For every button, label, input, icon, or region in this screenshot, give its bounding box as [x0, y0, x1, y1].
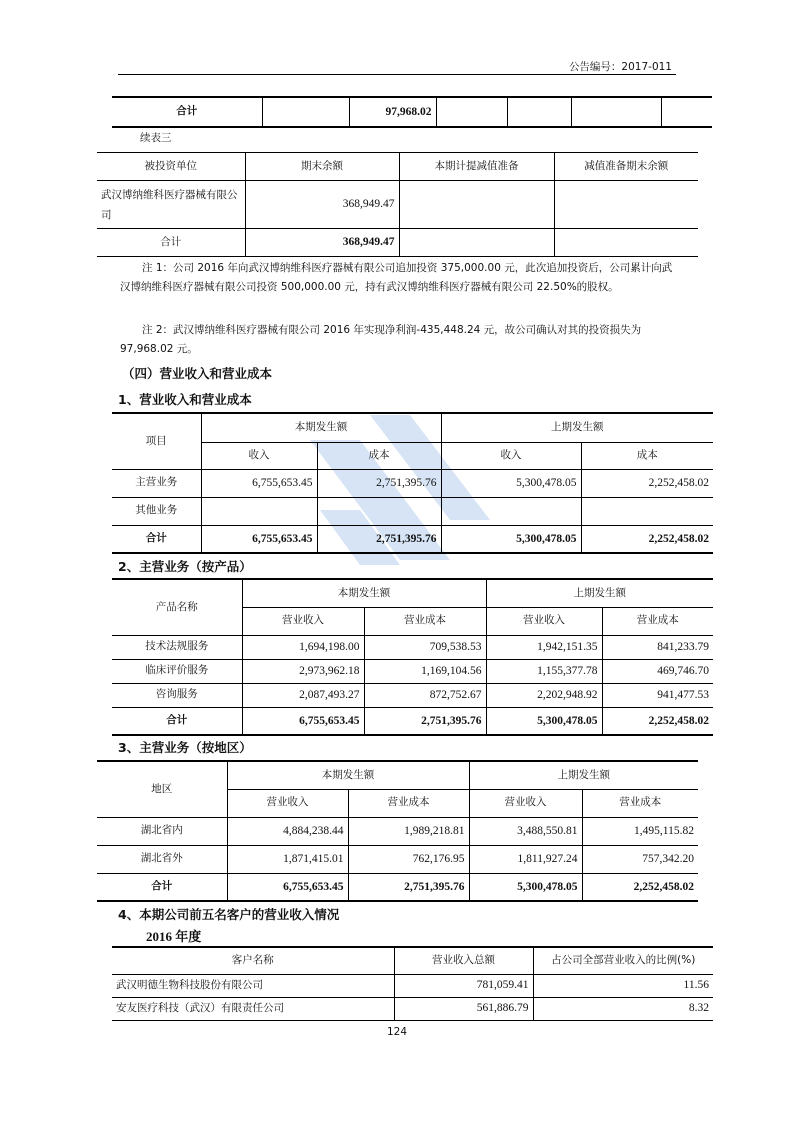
revenue-by-product-table — [112, 578, 713, 736]
t2-header-income-current: 营业收入 — [242, 607, 364, 635]
table-total-row: 合计 6,755,653.45 2,751,395.76 5,300,478.05 2,252,458.02 — [112, 525, 713, 553]
table-1-title: 1、营业收入和营业成本 — [118, 392, 252, 407]
table-2-title: 2、主营业务（按产品） — [118, 559, 252, 574]
top-total-label: 合计 — [112, 97, 262, 127]
t1-header-current: 本期发生额 — [201, 413, 441, 442]
investee-end-balance: 368,949.47 — [245, 181, 399, 229]
table-4-title: 4、本期公司前五名客户的营业收入情况 — [118, 907, 340, 922]
investee-name: 武汉博纳维科医疗器械有限公司 — [97, 181, 245, 229]
t1-header-income-prior: 收入 — [441, 442, 581, 469]
investee-table — [97, 152, 698, 257]
notice-number: 公告编号：2017-011 — [568, 61, 672, 73]
t1-header-income-current: 收入 — [201, 442, 317, 469]
t1-header-prior: 上期发生额 — [441, 413, 713, 442]
t2-header-cost-current: 营业成本 — [364, 607, 486, 635]
revenue-cost-table — [112, 412, 713, 554]
table-row: 湖北省外 1,871,415.01 762,176.95 1,811,927.24 757,342.20 — [97, 845, 698, 873]
header-investee: 被投资单位 — [97, 153, 245, 181]
t3-header-current: 本期发生额 — [227, 761, 469, 789]
header-end-balance: 期末余额 — [245, 153, 399, 181]
t4-header-amount: 营业收入总额 — [394, 947, 533, 974]
t2-header-current: 本期发生额 — [242, 579, 486, 607]
note-2: 注 2：武汉博纳维科医疗器械有限公司 2016 年实现净利润-435,448.24 元，故公司确认对其的投资损失为 97,968.02 元。 — [120, 324, 642, 355]
table-3-title: 3、主营业务（按地区） — [118, 740, 252, 755]
table-4-year: 2016 年度 — [146, 929, 202, 944]
table-row: 技术法规服务 1,694,198.00 709,538.53 1,942,151.35 841,233.79 — [112, 635, 713, 659]
table-row: 临床评价服务 2,973,962.18 1,169,104.56 1,155,377.78 469,746.70 — [112, 659, 713, 683]
t3-header-income-prior: 营业收入 — [469, 789, 582, 817]
table-total-row: 合计 6,755,653.45 2,751,395.76 5,300,478.05 2,252,458.02 — [112, 707, 713, 735]
t1-header-item: 项目 — [112, 413, 201, 469]
note-1: 注 1：公司 2016 年向武汉博纳维科医疗器械有限公司追加投资 375,000.00 元，此次追加投资后，公司累计向武汉博纳维科医疗器械有限公司投资 500,000.00 元，持有武汉博纳维科医疗器械有限公司 22.50%的股权。 — [120, 262, 673, 293]
table-row: 湖北省内 4,884,238.44 1,989,218.81 3,488,550.81 1,495,115.82 — [97, 817, 698, 845]
table-total-row: 合计 6,755,653.45 2,751,395.76 5,300,478.05 2,252,458.02 — [97, 873, 698, 901]
top-total-row — [112, 96, 712, 128]
t1-header-cost-current: 成本 — [317, 442, 441, 469]
t3-header-cost-prior: 营业成本 — [582, 789, 698, 817]
t2-header-income-prior: 营业收入 — [486, 607, 602, 635]
t2-header-prior: 上期发生额 — [486, 579, 713, 607]
page-number: 124 — [386, 1026, 408, 1038]
investee-total-label: 合计 — [97, 229, 245, 257]
cont-table-caption: 续表三 — [140, 132, 172, 144]
header-rule — [118, 74, 676, 75]
section-4-title: （四）营业收入和营业成本 — [122, 366, 273, 381]
top-customers-table — [112, 946, 713, 1021]
t2-header-cost-prior: 营业成本 — [602, 607, 713, 635]
t3-header-income-current: 营业收入 — [227, 789, 348, 817]
table-row: 咨询服务 2,087,493.27 872,752.67 2,202,948.92 941,477.53 — [112, 683, 713, 707]
top-total-value: 97,968.02 — [349, 97, 436, 127]
header-impairment-end: 减值准备期末余额 — [554, 153, 698, 181]
t4-header-ratio: 占公司全部营业收入的比例(%) — [533, 947, 713, 974]
table-row: 主营业务 6,755,653.45 2,751,395.76 5,300,478.05 2,252,458.02 — [112, 469, 713, 497]
t3-header-name: 地区 — [97, 761, 227, 817]
t2-header-name: 产品名称 — [112, 579, 242, 635]
t3-header-prior: 上期发生额 — [469, 761, 698, 789]
table-row: 安友医疗科技（武汉）有限责任公司 561,886.79 8.32 — [112, 997, 713, 1020]
t4-header-customer: 客户名称 — [112, 947, 394, 974]
table-row: 其他业务 — [112, 497, 713, 525]
t1-header-cost-prior: 成本 — [581, 442, 713, 469]
table-row: 武汉明德生物科技股份有限公司 781,059.41 11.56 — [112, 974, 713, 997]
investee-total-value: 368,949.47 — [245, 229, 399, 257]
revenue-by-region-table — [97, 760, 698, 902]
header-impairment-provision: 本期计提减值准备 — [399, 153, 554, 181]
t3-header-cost-current: 营业成本 — [348, 789, 469, 817]
